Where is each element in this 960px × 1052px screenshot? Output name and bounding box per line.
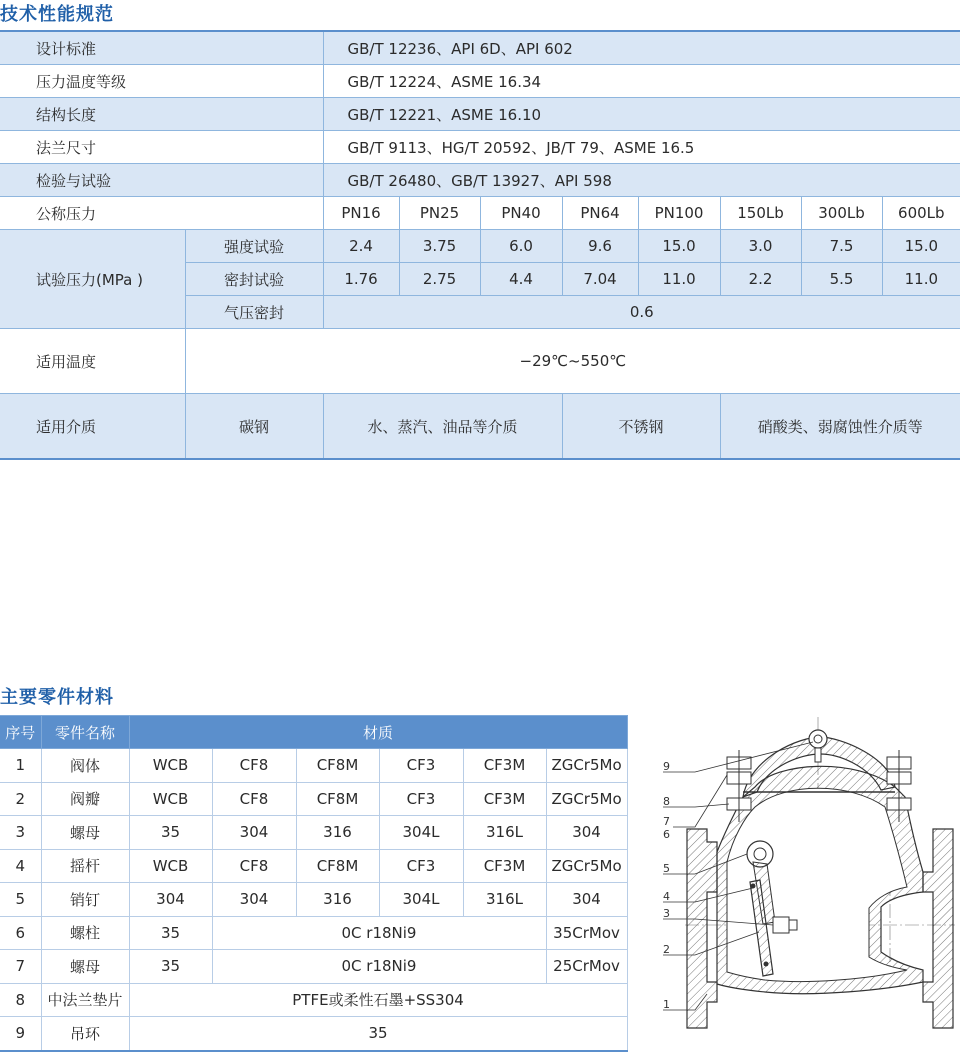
table-row [0, 950, 627, 984]
pressure-class: PN40 [480, 197, 562, 230]
material-cell: ZGCr5Mo [546, 849, 627, 883]
material-cell: 304 [546, 883, 627, 917]
header-no: 序号 [0, 716, 41, 749]
part-no: 1 [0, 749, 41, 783]
test-value: 6.0 [480, 230, 562, 263]
material-cell: CF8 [212, 749, 296, 783]
test-value: 11.0 [638, 263, 720, 296]
test-value: 3.75 [399, 230, 480, 263]
parts-header-row [0, 716, 627, 749]
test-value: 9.6 [562, 230, 638, 263]
media-carbon-desc: 水、蒸汽、油品等介质 [323, 394, 562, 460]
pressure-class: 300Lb [801, 197, 882, 230]
material-cell: WCB [129, 849, 212, 883]
table-row [0, 883, 627, 917]
material-cell: 304 [212, 883, 296, 917]
part-no: 8 [0, 983, 41, 1017]
drawing-label-5: 5 [663, 862, 670, 875]
spec-row [0, 164, 960, 197]
drawing-label-4: 4 [663, 890, 670, 903]
parts-table [0, 715, 628, 1052]
test-name: 密封试验 [185, 263, 323, 296]
pressure-class: 600Lb [882, 197, 960, 230]
spec-row [0, 65, 960, 98]
test-value: 11.0 [882, 263, 960, 296]
material-cell: 304 [212, 816, 296, 850]
test-value: 7.5 [801, 230, 882, 263]
media-label: 适用介质 [0, 394, 185, 460]
spec-table [0, 30, 960, 460]
material-cell: 316 [296, 883, 379, 917]
test-value: 5.5 [801, 263, 882, 296]
spec-value: GB/T 12224、ASME 16.34 [323, 65, 960, 98]
test-pressure-label: 试验压力(MPa ) [0, 230, 185, 329]
part-name: 螺柱 [41, 916, 129, 950]
pressure-label: 公称压力 [0, 197, 323, 230]
valve-section-drawing [655, 712, 960, 1042]
part-no: 2 [0, 782, 41, 816]
pressure-class-row [0, 197, 960, 230]
part-no: 9 [0, 1017, 41, 1051]
material-cell: ZGCr5Mo [546, 749, 627, 783]
drawing-label-1: 1 [663, 998, 670, 1011]
material-cell: PTFE或柔性石墨+SS304 [129, 983, 627, 1017]
material-cell: CF8M [296, 782, 379, 816]
spec-label: 结构长度 [0, 98, 323, 131]
test-value: 2.4 [323, 230, 399, 263]
temperature-label: 适用温度 [0, 329, 185, 394]
material-cell: 35 [129, 816, 212, 850]
material-cell: 316L [463, 816, 546, 850]
media-stainless-desc: 硝酸类、弱腐蚀性介质等 [720, 394, 960, 460]
part-no: 6 [0, 916, 41, 950]
material-cell: CF3M [463, 849, 546, 883]
spec-label: 检验与试验 [0, 164, 323, 197]
spec-value: GB/T 12221、ASME 16.10 [323, 98, 960, 131]
table-row [0, 782, 627, 816]
spec-title: 技术性能规范 [0, 4, 114, 25]
parts-title: 主要零件材料 [0, 687, 114, 708]
part-no: 5 [0, 883, 41, 917]
part-name: 螺母 [41, 816, 129, 850]
table-row [0, 816, 627, 850]
part-name: 螺母 [41, 950, 129, 984]
header-material: 材质 [129, 716, 627, 749]
air-seal-value: 0.6 [323, 296, 960, 329]
material-cell: 35 [129, 1017, 627, 1051]
table-row [0, 983, 627, 1017]
media-row [0, 394, 960, 460]
test-value: 4.4 [480, 263, 562, 296]
test-value: 3.0 [720, 230, 801, 263]
test-value: 2.2 [720, 263, 801, 296]
table-row [0, 916, 627, 950]
part-name: 摇杆 [41, 849, 129, 883]
spec-value: GB/T 26480、GB/T 13927、API 598 [323, 164, 960, 197]
pressure-class: PN16 [323, 197, 399, 230]
drawing-label-7: 7 [663, 815, 670, 828]
part-no: 4 [0, 849, 41, 883]
temperature-value: −29℃~550℃ [185, 329, 960, 394]
material-cell: 304L [379, 816, 463, 850]
drawing-label-6: 6 [663, 828, 670, 841]
material-cell: ZGCr5Mo [546, 782, 627, 816]
spec-row [0, 98, 960, 131]
material-cell: CF8M [296, 749, 379, 783]
spec-label: 设计标准 [0, 31, 323, 65]
material-cell: 25CrMov [546, 950, 627, 984]
part-name: 阀体 [41, 749, 129, 783]
material-cell: 0C r18Ni9 [212, 916, 546, 950]
test-value: 15.0 [882, 230, 960, 263]
spec-label: 压力温度等级 [0, 65, 323, 98]
pressure-class: PN100 [638, 197, 720, 230]
drawing-label-9: 9 [663, 760, 670, 773]
test-value: 7.04 [562, 263, 638, 296]
strength-test-row [0, 230, 960, 263]
material-cell: 316 [296, 816, 379, 850]
part-name: 销钉 [41, 883, 129, 917]
material-cell: 0C r18Ni9 [212, 950, 546, 984]
material-cell: WCB [129, 782, 212, 816]
material-cell: 35 [129, 916, 212, 950]
material-cell: 304L [379, 883, 463, 917]
test-value: 1.76 [323, 263, 399, 296]
part-name: 阀瓣 [41, 782, 129, 816]
spec-row [0, 31, 960, 65]
pressure-class: PN64 [562, 197, 638, 230]
material-cell: 35 [129, 950, 212, 984]
test-value: 15.0 [638, 230, 720, 263]
material-cell: 316L [463, 883, 546, 917]
spec-row [0, 131, 960, 164]
material-cell: CF3 [379, 849, 463, 883]
media-stainless: 不锈钢 [562, 394, 720, 460]
material-cell: WCB [129, 749, 212, 783]
part-name: 中法兰垫片 [41, 983, 129, 1017]
material-cell: 35CrMov [546, 916, 627, 950]
material-cell: 304 [546, 816, 627, 850]
material-cell: CF8M [296, 849, 379, 883]
test-name: 强度试验 [185, 230, 323, 263]
media-carbon: 碳钢 [185, 394, 323, 460]
material-cell: CF3 [379, 749, 463, 783]
part-no: 7 [0, 950, 41, 984]
material-cell: 304 [129, 883, 212, 917]
spec-value: GB/T 12236、API 6D、API 602 [323, 31, 960, 65]
drawing-label-3: 3 [663, 907, 670, 920]
spec-value: GB/T 9113、HG/T 20592、JB/T 79、ASME 16.5 [323, 131, 960, 164]
material-cell: CF3 [379, 782, 463, 816]
spec-label: 法兰尺寸 [0, 131, 323, 164]
table-row [0, 1017, 627, 1051]
part-no: 3 [0, 816, 41, 850]
test-name: 气压密封 [185, 296, 323, 329]
material-cell: CF3M [463, 749, 546, 783]
drawing-label-8: 8 [663, 795, 670, 808]
material-cell: CF8 [212, 782, 296, 816]
part-name: 吊环 [41, 1017, 129, 1051]
pressure-class: PN25 [399, 197, 480, 230]
header-name: 零件名称 [41, 716, 129, 749]
material-cell: CF3M [463, 782, 546, 816]
drawing-label-2: 2 [663, 943, 670, 956]
temperature-row [0, 329, 960, 394]
test-value: 2.75 [399, 263, 480, 296]
pressure-class: 150Lb [720, 197, 801, 230]
table-row [0, 749, 627, 783]
table-row [0, 849, 627, 883]
material-cell: CF8 [212, 849, 296, 883]
